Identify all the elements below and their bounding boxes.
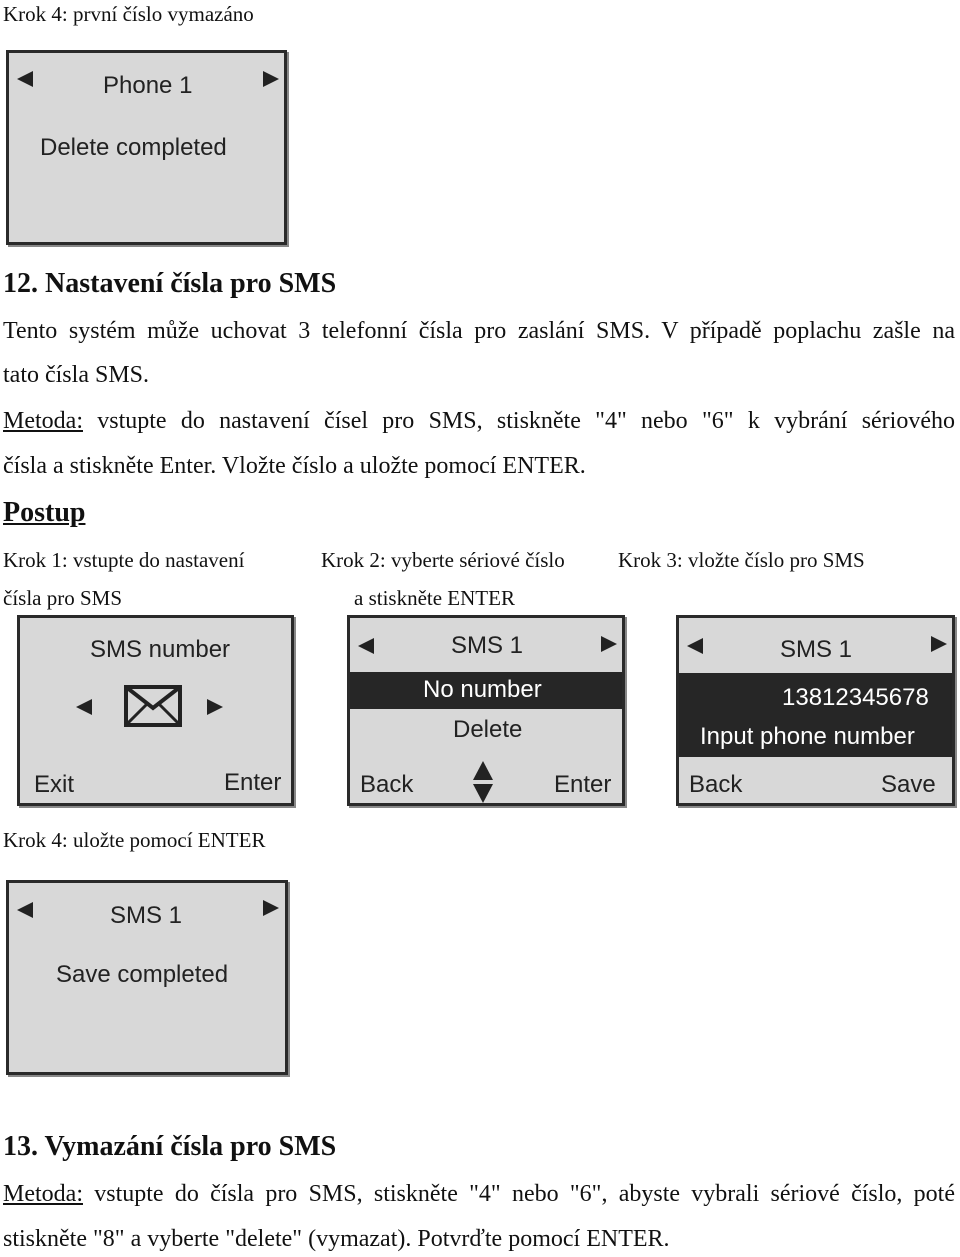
step1-caption-line1: Krok 1: vstupte do nastavení [3,548,245,572]
arrow-right-icon [929,634,949,654]
softkey-right: Enter [224,769,282,796]
section-13-method-line2: stiskněte "8" a vyberte "delete" (vymazat). Potvrďte pomocí ENTER. [3,1226,670,1252]
arrow-left-icon [74,697,94,717]
method-text: vstupte do čísla pro SMS, stiskněte "4" nebo "6", abyste vybrali sériové číslo, poté [82,1181,955,1207]
step2-caption-line1: Krok 2: vyberte sériové číslo [321,548,565,572]
input-prompt: Input phone number [700,723,915,750]
arrow-left-icon [356,636,376,656]
lcd-screen-input-number [676,615,955,806]
step4-caption: Krok 4: uložte pomocí ENTER [3,828,266,852]
softkey-left: Exit [34,771,75,798]
menu-option-delete: Delete [453,716,523,743]
section-12-intro-line2: tato čísla SMS. [3,362,150,388]
section-12-heading: 12. Nastavení čísla pro SMS [3,268,337,299]
lcd-screen-select-serial [347,615,625,806]
step4-deleted-caption: Krok 4: první číslo vymazáno [3,2,254,26]
postup-heading: Postup [3,497,86,528]
section-12-method-line2: čísla a stiskněte Enter. Vložte číslo a uložte pomocí ENTER. [3,453,586,479]
step2-caption-line2: a stiskněte ENTER [354,586,515,610]
section-13-method-line1 [3,1181,955,1208]
method-text: vstupte do nastavení čísel pro SMS, stiskněte "4" nebo "6" k vybrání sériového [82,408,955,434]
arrow-left-icon [15,69,35,89]
softkey-right: Save [881,771,936,798]
phone-number-value: 13812345678 [782,684,929,711]
section-12-method-line1 [3,408,955,435]
softkey-left: Back [360,771,414,798]
lcd-title: SMS 1 [780,636,853,663]
section-13-heading: 13. Vymazání čísla pro SMS [3,1131,337,1162]
arrow-left-icon [685,636,705,656]
lcd-screen-delete-completed [6,50,287,245]
lcd-title: SMS 1 [451,632,524,659]
arrow-left-icon [15,900,35,920]
up-down-arrow-icon [472,760,494,804]
arrow-right-icon [261,69,281,89]
lcd-screen-sms-number [17,615,294,806]
lcd-message: Delete completed [40,134,227,161]
step3-caption: Krok 3: vložte číslo pro SMS [618,548,865,572]
step1-caption-line2: čísla pro SMS [3,586,123,610]
softkey-right: Enter [554,771,612,798]
envelope-icon [123,684,183,728]
lcd-title: SMS number [90,636,231,663]
arrow-right-icon [599,634,619,654]
lcd-title: Phone 1 [103,72,193,99]
method-label: Metoda: [3,408,83,434]
arrow-right-icon [205,697,225,717]
lcd-title: SMS 1 [110,902,183,929]
lcd-message: Save completed [56,961,229,988]
arrow-right-icon [261,898,281,918]
selected-option: No number [423,676,542,703]
method-label: Metoda: [3,1181,83,1207]
section-12-intro-line1: Tento systém může uchovat 3 telefonní čísla pro zaslání SMS. V případě poplachu zašle na [3,318,955,344]
lcd-screen-save-completed [6,880,288,1075]
softkey-left: Back [689,771,743,798]
